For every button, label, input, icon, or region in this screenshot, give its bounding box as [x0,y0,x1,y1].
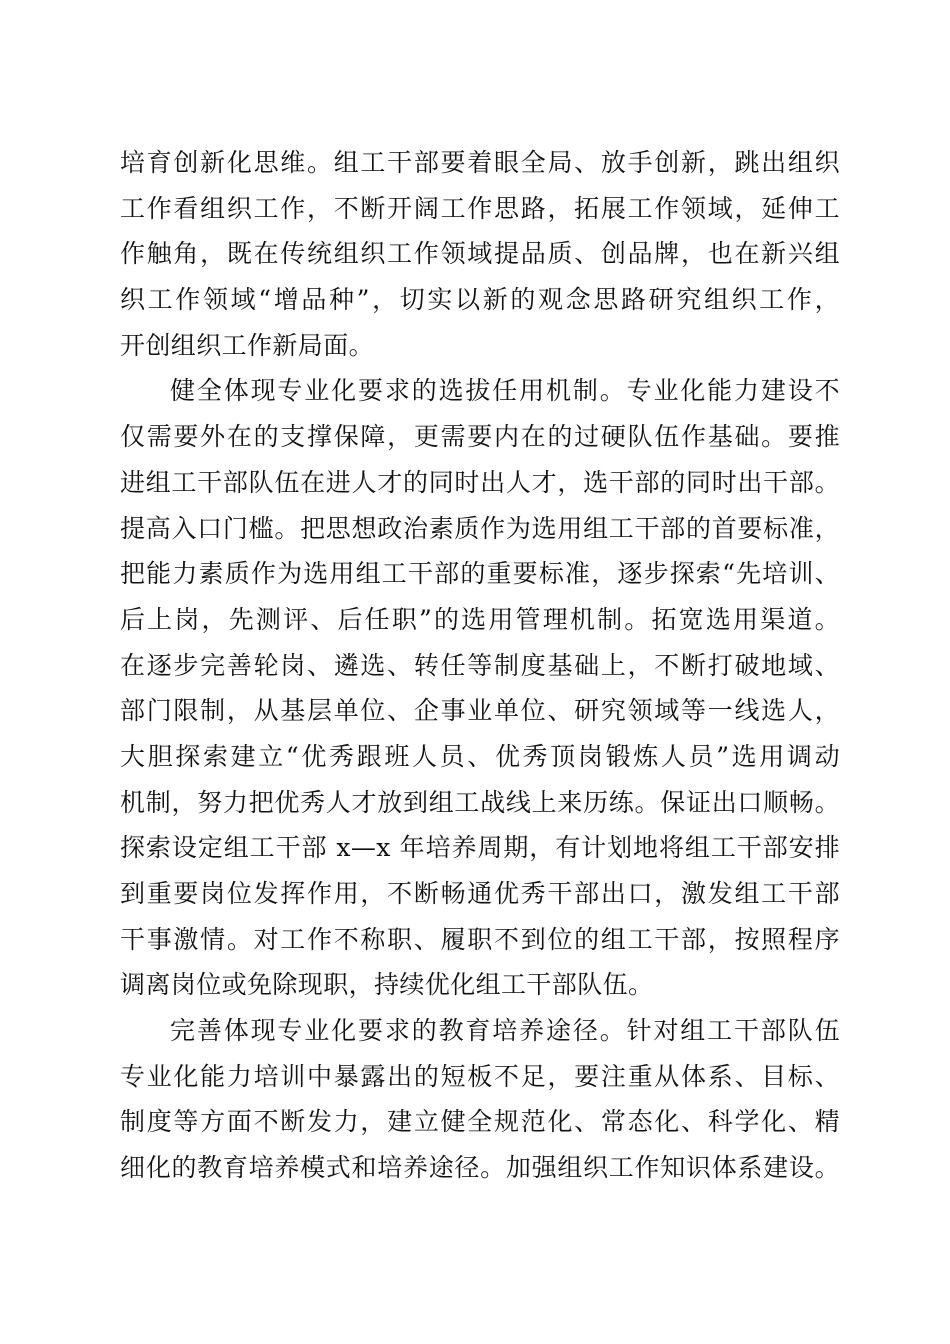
paragraph-1 [120,140,840,368]
text-line: 进组工干部队伍在进人才的同时出人才，选干部的同时出干部。 [120,467,840,497]
text-line: 部门限制，从基层单位、企事业单位、研究领域等一线选人， [120,696,840,726]
text-line: 健全体现专业化要求的选拔任用机制。专业化能力建设不 [170,376,840,406]
body-text [120,140,840,1191]
text-line: 大胆探索建立“优秀跟班人员、优秀顶岗锻炼人员”选用调动 [120,741,840,771]
text-line: 在逐步完善轮岗、遴选、转任等制度基础上，不断打破地域、 [120,650,840,680]
text-line: 培育创新化思维。组工干部要着眼全局、放手创新，跳出组织 [120,148,840,177]
text-line: 探索设定组工干部 x—x 年培养周期，有计划地将组工干部安排 [120,833,840,863]
text-line: 到重要岗位发挥作用，不断畅通优秀干部出口，激发组工干部 [120,879,840,908]
text-line: 把能力素质作为选用组工干部的重要标准，逐步探索“先培训、 [120,559,840,589]
text-line: 制度等方面不断发力，建立健全规范化、常态化、科学化、精 [120,1107,840,1137]
text-line: 专业化能力培训中暴露出的短板不足，要注重从体系、目标、 [120,1061,840,1091]
text-line: 完善体现专业化要求的教育培养途径。针对组工干部队伍 [170,1016,840,1046]
text-line: 作触角，既在传统组织工作领域提品质、创品牌，也在新兴组 [120,239,840,269]
paragraph-2 [120,368,840,1008]
text-line: 细化的教育培养模式和培养途径。加强组织工作知识体系建设。 [120,1153,840,1183]
paragraph-3 [120,1008,840,1191]
text-line: 干事激情。对工作不称职、履职不到位的组工干部，按照程序 [120,924,840,954]
text-line: 织工作领域“增品种”，切实以新的观念思路研究组织工作， [120,285,840,315]
text-line: 提高入口门槛。把思想政治素质作为选用组工干部的首要标准， [120,513,840,543]
text-line: 机制，努力把优秀人才放到组工战线上来历练。保证出口顺畅。 [120,787,840,817]
text-line: 仅需要外在的支撑保障，更需要内在的过硬队伍作基础。要推 [120,422,840,452]
text-line: 调离岗位或免除现职，持续优化组工干部队伍。 [120,970,654,1000]
text-line: 后上岗，先测评、后任职”的选用管理机制。拓宽选用渠道。 [120,604,840,634]
text-line: 工作看组织工作，不断开阔工作思路，拓展工作领域，延伸工 [120,193,840,223]
text-line: 开创组织工作新局面。 [120,330,375,360]
